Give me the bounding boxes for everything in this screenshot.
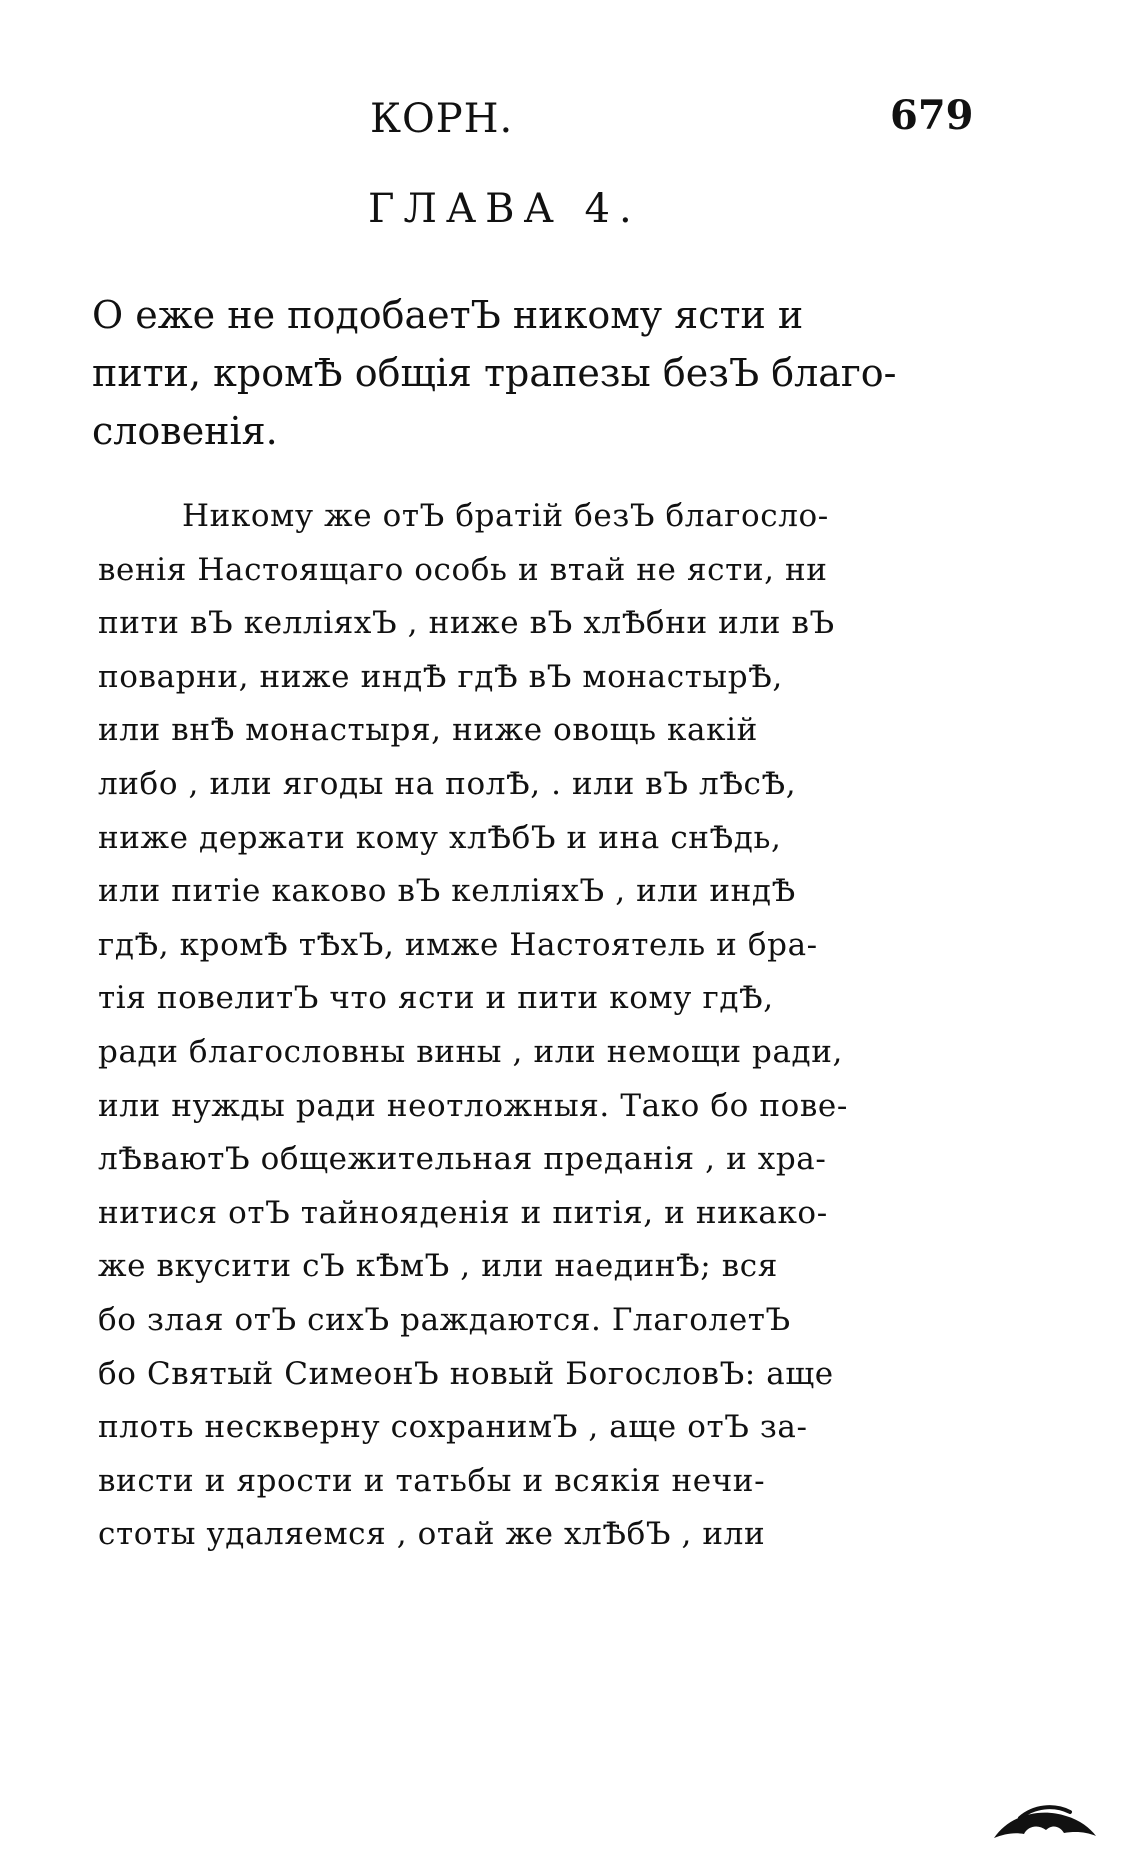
body-line: Никому же отЪ братій безЪ благосло- — [182, 498, 829, 534]
body-line: стоты удаляемся , отай же хлѢбЪ , или — [98, 1516, 766, 1553]
chapter-title: ГЛАВА 4. — [368, 186, 641, 232]
subtitle-line: пити, кромѢ общія трапезы безЪ благо- — [92, 351, 897, 395]
body-line: или нужды ради неотложныя. Тако бо пове- — [98, 1087, 848, 1124]
body-line: или внѢ монастыря, ниже овощь какій — [98, 712, 758, 749]
body-line: гдѢ, кромѢ тѢхЪ, имже Настоятель и бра- — [98, 926, 818, 963]
body-paragraph — [98, 490, 948, 1562]
chapter-subtitle — [92, 286, 942, 460]
body-line: тія повелитЪ что ясти и пити кому гдѢ, — [98, 980, 774, 1017]
body-line: плоть нескверну сохранимЪ , аще отЪ за- — [98, 1409, 808, 1446]
subtitle-line: О еже не подобаетЪ никому ясти и — [92, 293, 804, 337]
body-line: поварни, ниже индѢ гдѢ вЪ монастырѢ, — [98, 658, 783, 695]
body-line: висти и ярости и татьбы и всякія нечи- — [98, 1462, 766, 1499]
body-line: бо Святый СимеонЪ новый БогословЪ: аще — [98, 1355, 834, 1392]
body-line: либо , или ягоды на полѢ, . или вЪ лѢсѢ, — [98, 765, 797, 802]
body-line: бо злая отЪ сихЪ раждаются. ГлаголетЪ — [98, 1301, 791, 1338]
body-line: ниже держати кому хлѢбЪ и ина снѢдь, — [98, 819, 782, 856]
body-line: или питіе каково вЪ келліяхЪ , или индѢ — [98, 873, 796, 910]
body-line: ради благословны вины , или немощи ради, — [98, 1033, 843, 1070]
tailpiece-ornament-icon — [990, 1800, 1100, 1842]
body-line: пити вЪ келліяхЪ , ниже вЪ хлѢбни или вЪ — [98, 605, 835, 642]
page-number: 679 — [890, 92, 974, 139]
body-line: нитися отЪ тайнояденія и питія, и никако- — [98, 1194, 828, 1231]
body-line: лѢваютЪ общежительная преданія , и хра- — [98, 1141, 827, 1178]
body-line: венія Настоящаго особь и втай не ясти, ни — [98, 551, 828, 588]
running-head: КОРН. — [370, 96, 514, 142]
subtitle-line: словенія. — [92, 409, 278, 453]
body-line: же вкусити сЪ кѢмЪ , или наединѢ; вся — [98, 1248, 778, 1285]
